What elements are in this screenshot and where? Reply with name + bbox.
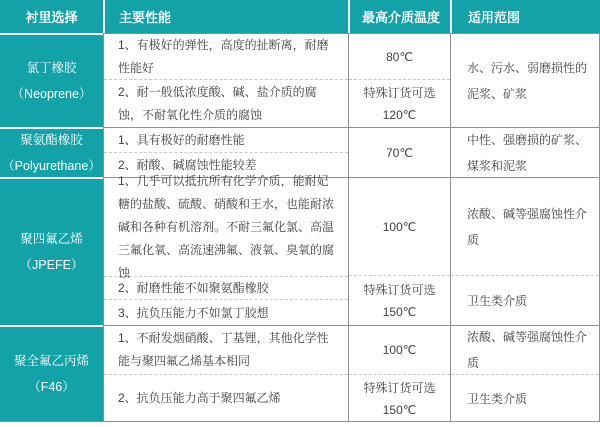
performance-item: 1、具有极好的耐磨性能	[118, 132, 245, 147]
material-name-en: （F46）	[28, 380, 75, 394]
performance-item: 1、几乎可以抵抗所有化学介质，能耐妃糖的盐酸、硫酸、硝酸和王水，也能耐浓碱和各种有机溶剂。不耐三氟化氯、高温三氟化氧、高流速沸氟、液氧、臭氧的腐蚀	[118, 173, 335, 280]
performance-item: 1、有极好的弹性，高度的扯断离，耐磨性能好	[118, 37, 329, 75]
material-name: 聚氨酯橡胶	[20, 133, 83, 147]
temperature-value	[349, 178, 450, 275]
range-cell	[450, 127, 600, 177]
range-value: 中性、强磨损的矿浆、煤浆和泥浆	[467, 133, 588, 173]
material-cell	[0, 33, 103, 127]
range-value: 水、污水、弱磨损性的泥浆、矿浆	[467, 61, 588, 101]
material-name-en: （JPEFE）	[19, 258, 84, 272]
performance-item: 2、耐酸、碱腐蚀性能较差	[104, 152, 348, 178]
header-cell-performance: 主要性能	[103, 0, 348, 33]
material-name-en: （Polyurethane）	[2, 159, 101, 173]
performance-cell	[103, 173, 348, 325]
range-value: 浓酸、碱等强腐蚀性介质	[467, 206, 588, 247]
temperature-line: 150℃	[382, 305, 417, 319]
range-value: 卫生类介质	[451, 374, 599, 422]
material-name: 聚四氟乙烯	[20, 232, 83, 246]
performance-cell	[103, 33, 348, 127]
material-cell	[0, 127, 103, 177]
temperature-value	[349, 275, 450, 326]
temperature-line: 100℃	[382, 343, 417, 357]
temperature-line: 100℃	[382, 219, 417, 234]
temperature-line: 150℃	[382, 402, 417, 417]
material-name-en: （Neoprene）	[11, 87, 92, 101]
performance-cell	[103, 325, 348, 421]
range-cell	[450, 177, 600, 325]
range-cell	[450, 325, 600, 421]
temperature-line: 80℃	[386, 49, 413, 64]
header-cell-range: 适用范围	[450, 0, 600, 33]
performance-item: 2、抗负压能力高于聚四氟乙烯	[104, 374, 348, 422]
temperature-line: 70℃	[386, 146, 413, 160]
performance-item: 3、抗负压能力不如氯丁胶想	[104, 299, 348, 326]
material-name: 氯丁橡胶	[26, 61, 77, 75]
temperature-cell	[348, 177, 450, 325]
material-name: 聚全氟乙丙烯	[13, 354, 89, 368]
header-cell-lining: 衬里选择	[0, 0, 103, 33]
temperature-cell	[348, 325, 450, 421]
temperature-cell	[348, 33, 450, 127]
table-row-f46	[0, 325, 600, 421]
material-cell	[0, 325, 103, 421]
performance-item: 2、耐磨性能不如聚氨酯橡胶	[104, 276, 348, 299]
table-row-neoprene	[0, 33, 600, 127]
performance-item: 2、耐一般低浓度酸、碱、盐介质的腐蚀，不耐氧化性介质的腐蚀	[104, 79, 348, 128]
temperature-line: 特殊订货可选	[363, 380, 436, 395]
temperature-cell	[348, 127, 450, 177]
temperature-value	[349, 34, 450, 79]
temperature-line: 特殊订货可选	[363, 86, 436, 100]
table-header-row	[0, 0, 600, 33]
temperature-value	[349, 128, 450, 178]
range-cell	[450, 33, 600, 127]
range-value: 浓酸、碱等强腐蚀性介质	[467, 330, 588, 370]
temperature-line: 特殊订货可选	[363, 283, 436, 297]
header-cell-max-temp: 最高介质温度	[348, 0, 450, 33]
temperature-value	[349, 79, 450, 128]
temperature-value	[349, 326, 450, 374]
range-value: 卫生类介质	[451, 275, 599, 326]
performance-item: 1、不耐发烟硝酸、丁基锂，其他化学性能与聚四氟乙烯基本相同	[118, 331, 329, 368]
temperature-value	[349, 374, 450, 422]
material-cell	[0, 177, 103, 325]
table-row-jpefe	[0, 173, 600, 325]
temperature-line: 120℃	[382, 108, 417, 122]
